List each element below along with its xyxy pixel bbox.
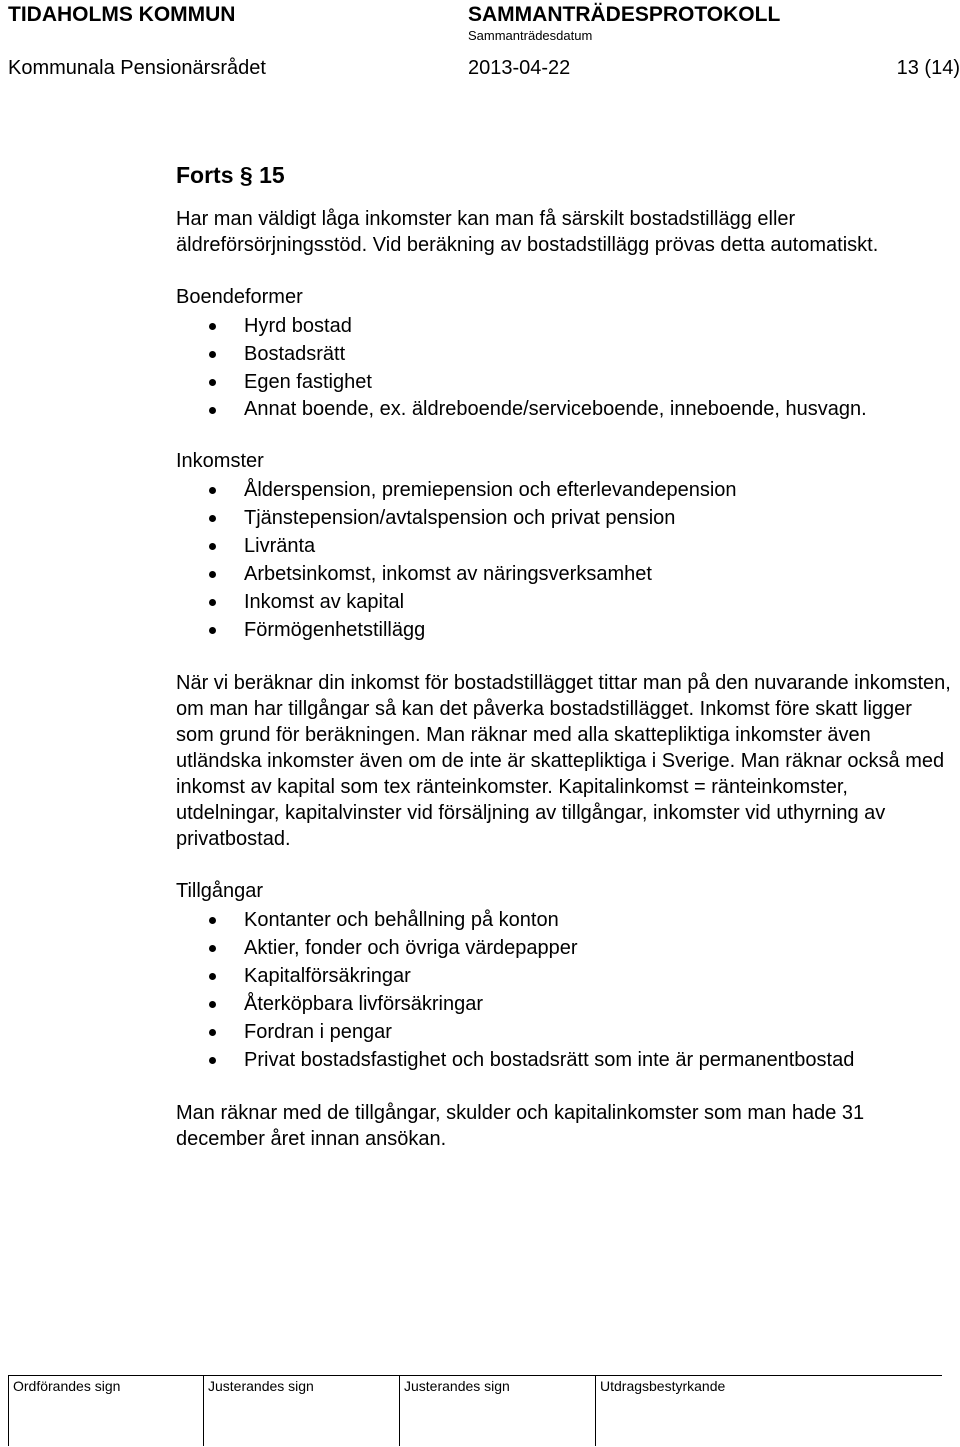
bullet-icon [209,571,216,578]
bullet-icon [209,515,216,522]
assets-label: Tillgångar [176,880,264,902]
bullet-icon [209,379,216,386]
list-item: Ålderspension, premiepension och efterlevandepension [176,476,951,504]
bullet-icon [209,407,216,414]
list-item: Kontanter och behållning på konton [176,906,951,934]
bullet-icon [209,1001,216,1008]
list-item: Privat bostadsfastighet och bostadsrätt som inte är permanentbostad [176,1046,951,1074]
calculation-paragraph: När vi beräknar din inkomst för bostadstillägget tittar man på den nuvarande inkomsten, om man har tillgångar så kan det påverka bostadstillägget. Inkomst före skatt ligger som grund för beräkningen. Man räknar med alla skattepliktiga inkomster även utländska inkomster även om de inte är skattepliktiga i Sverige. Man räknar också med inkomst av kapital som tex ränteinkomster. Kapitalinkomst = ränteinkomster, utdelningar, kapitalvinster vid försäljning av tillgångar, inkomster vid uthyrning av privatbostad. [176,672,951,850]
housing-list [176,312,951,422]
meeting-date-label: Sammanträdesdatum [468,28,593,43]
bullet-icon [209,945,216,952]
income-label: Inkomster [176,450,264,472]
bullet-icon [209,323,216,330]
bullet-icon [209,487,216,494]
list-item: Återköpbara livförsäkringar [176,990,951,1018]
list-item: Förmögenhetstillägg [176,616,951,644]
bullet-icon [209,973,216,980]
bullet-icon [209,599,216,606]
meeting-date: 2013-04-22 [468,57,571,79]
list-item: Hyrd bostad [176,312,951,340]
intro-paragraph: Har man väldigt låga inkomster kan man få särskilt bostadstillägg eller äldreförsörjningsstöd. Vid beräkning av bostadstillägg prövas detta automatiskt. [176,208,879,256]
page-number: 13 (14) [896,57,960,79]
organization-name: TIDAHOLMS KOMMUN [8,3,236,26]
list-item: Tjänstepension/avtalspension och privat pension [176,504,951,532]
bullet-icon [209,917,216,924]
section-heading: Forts § 15 [176,162,285,188]
closing-paragraph: Man räknar med de tillgångar, skulder och kapitalinkomster som man hade 31 december året innan ansökan. [176,1102,865,1150]
bullet-icon [209,627,216,634]
list-item: Fordran i pengar [176,1018,951,1046]
housing-label: Boendeformer [176,286,303,308]
committee-name: Kommunala Pensionärsrådet [8,57,266,79]
list-item: Bostadsrätt [176,340,951,368]
list-item: Inkomst av kapital [176,588,951,616]
signature-cell-adjuster-2: Justerandes sign [400,1376,596,1446]
bullet-icon [209,351,216,358]
bullet-icon [209,1029,216,1036]
list-item: Kapitalförsäkringar [176,962,951,990]
bullet-icon [209,1057,216,1064]
income-list [176,476,951,644]
signature-cell-adjuster-1: Justerandes sign [204,1376,400,1446]
document-title: SAMMANTRÄDESPROTOKOLL [468,3,781,26]
signature-cell-chair: Ordförandes sign [8,1376,204,1446]
list-item: Egen fastighet [176,368,951,396]
assets-list [176,906,951,1074]
signature-cell-certification: Utdragsbestyrkande [600,1378,726,1394]
signature-table [8,1375,942,1446]
document-body [176,160,951,1178]
bullet-icon [209,543,216,550]
list-item: Annat boende, ex. äldreboende/serviceboende, inneboende, husvagn. [176,396,869,422]
list-item: Arbetsinkomst, inkomst av näringsverksamhet [176,560,951,588]
list-item: Aktier, fonder och övriga värdepapper [176,934,951,962]
list-item: Livränta [176,532,951,560]
